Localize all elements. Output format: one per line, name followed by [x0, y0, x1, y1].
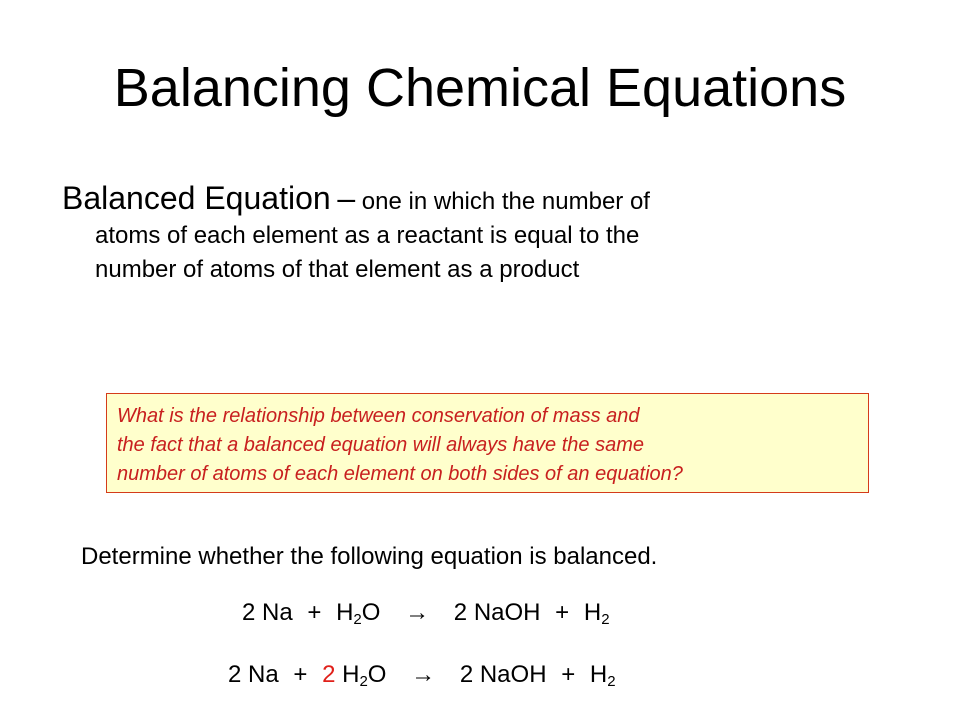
definition-term: Balanced Equation — [62, 180, 331, 216]
definition-paragraph — [62, 178, 862, 287]
definition-dash: – — [337, 180, 356, 216]
reaction-arrow-icon: → — [405, 599, 430, 626]
balanced-equation — [228, 658, 616, 692]
sodium-coefficient: 2 — [242, 599, 256, 626]
sodium-formula: Na — [262, 599, 293, 626]
definition-first-line — [62, 178, 862, 219]
reaction-arrow-icon: → — [411, 661, 436, 688]
definition-text-line-1: one in which the number of — [361, 188, 650, 215]
added-water-coefficient: 2 — [322, 661, 336, 688]
naoh-coefficient: 2 — [459, 661, 474, 688]
plus-sign: + — [293, 661, 308, 688]
definition-text-line-2: atoms of each element as a reactant is equal to the — [95, 222, 640, 249]
question-callout — [106, 393, 869, 493]
unbalanced-equation — [242, 596, 610, 630]
naoh-formula: NaOH — [473, 599, 541, 626]
question-line-1: What is the relationship between conservation of mass and — [117, 405, 640, 427]
slide-title: Balancing Chemical Equations — [113, 58, 847, 118]
plus-sign: + — [555, 599, 570, 626]
sodium-coefficient: 2 — [228, 661, 242, 688]
sodium-formula: Na — [248, 661, 279, 688]
water-formula: $H_2O$ — [336, 599, 381, 628]
hydrogen-formula: $H_2$ — [589, 661, 616, 690]
hydrogen-formula: $H_2$ — [583, 599, 610, 628]
question-line-2: the fact that a balanced equation will always have the same — [117, 434, 644, 456]
definition-text-line-3: number of atoms of that element as a product — [95, 256, 580, 283]
naoh-coefficient: 2 — [453, 599, 468, 626]
question-line-3: number of atoms of each element on both sides of an equation? — [117, 463, 683, 485]
naoh-formula: NaOH — [479, 661, 547, 688]
plus-sign: + — [561, 661, 576, 688]
water-formula: $H_2O$ — [342, 661, 387, 690]
plus-sign: + — [307, 599, 322, 626]
balance-prompt: Determine whether the following equation is balanced. — [81, 543, 658, 570]
